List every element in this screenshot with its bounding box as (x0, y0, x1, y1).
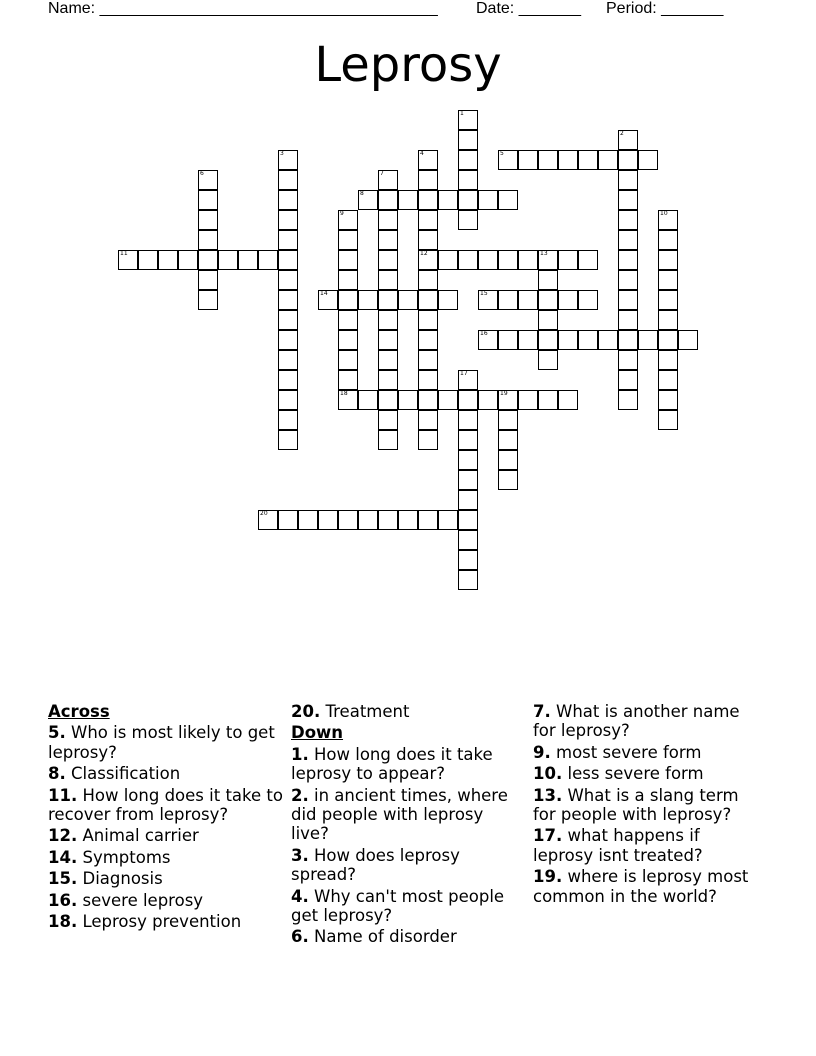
crossword-cell[interactable] (138, 250, 158, 270)
crossword-cell[interactable] (158, 250, 178, 270)
crossword-cell[interactable] (278, 310, 298, 330)
down-clue (291, 745, 519, 784)
clue-text: Animal carrier (82, 826, 199, 846)
clue-text: Who is most likely to get leprosy? (48, 723, 275, 762)
crossword-cell[interactable] (518, 150, 538, 170)
crossword-cell[interactable] (198, 210, 218, 230)
clue-text: Diagnosis (82, 869, 163, 889)
clue-number: 4. (291, 886, 309, 906)
clue-number: 13. (533, 785, 563, 805)
crossword-cell[interactable] (358, 510, 378, 530)
crossword-cell[interactable] (458, 450, 478, 470)
cell-number: 17 (460, 370, 468, 377)
crossword-cell[interactable] (418, 430, 438, 450)
crossword-cell[interactable] (198, 170, 218, 190)
crossword-cell[interactable] (278, 250, 298, 270)
crossword-cell[interactable] (378, 210, 398, 230)
crossword-cell[interactable] (498, 450, 518, 470)
cell-number: 9 (340, 210, 344, 217)
crossword-cell[interactable] (378, 390, 398, 410)
across-clue-list (48, 723, 284, 931)
crossword-cell[interactable] (438, 250, 458, 270)
crossword-cell[interactable] (498, 410, 518, 430)
crossword-cell[interactable] (278, 190, 298, 210)
crossword-cell[interactable] (358, 290, 378, 310)
crossword-cell[interactable] (458, 110, 478, 130)
crossword-cell[interactable] (418, 370, 438, 390)
down-clue (533, 826, 763, 865)
crossword-cell[interactable] (478, 390, 498, 410)
period-field-label[interactable]: Period: _______ (606, 0, 724, 17)
clue-number: 14. (48, 847, 78, 867)
crossword-cell[interactable] (538, 290, 558, 310)
crossword-cell[interactable] (338, 370, 358, 390)
crossword-cell[interactable] (338, 270, 358, 290)
down-clue-list (291, 745, 519, 947)
crossword-cell[interactable] (618, 290, 638, 310)
crossword-cell[interactable] (278, 230, 298, 250)
clue-text: in ancient times, where did people with leprosy live? (291, 785, 508, 844)
crossword-cell[interactable] (658, 210, 678, 230)
crossword-cell[interactable] (658, 310, 678, 330)
crossword-cell[interactable] (338, 250, 358, 270)
crossword-cell[interactable] (578, 250, 598, 270)
crossword-cell[interactable] (618, 310, 638, 330)
crossword-cell[interactable] (658, 230, 678, 250)
crossword-cell[interactable] (658, 250, 678, 270)
across-clue (48, 723, 284, 762)
crossword-cell[interactable] (198, 290, 218, 310)
cell-number: 13 (540, 250, 548, 257)
clue-text: How long does it take leprosy to appear? (291, 744, 493, 784)
cell-number: 6 (200, 170, 204, 177)
across-clue-list-continued (291, 702, 519, 721)
crossword-cell[interactable] (558, 390, 578, 410)
clue-text: Leprosy prevention (82, 912, 242, 932)
crossword-cell[interactable] (278, 210, 298, 230)
crossword-cell[interactable] (278, 370, 298, 390)
clue-text: Treatment (325, 702, 410, 721)
crossword-cell[interactable] (618, 250, 638, 270)
crossword-cell[interactable] (478, 190, 498, 210)
crossword-cell[interactable] (338, 330, 358, 350)
crossword-cell[interactable] (618, 150, 638, 170)
crossword-cell[interactable] (378, 370, 398, 390)
cell-number: 16 (480, 330, 488, 337)
crossword-cell[interactable] (458, 550, 478, 570)
across-heading: Across (48, 702, 110, 721)
crossword-cell[interactable] (378, 290, 398, 310)
across-clue (48, 786, 284, 825)
down-clue (291, 887, 519, 926)
clue-number: 15. (48, 869, 78, 889)
page-title: Leprosy (314, 37, 502, 93)
across-clue (291, 702, 519, 721)
cell-number: 10 (660, 210, 668, 217)
crossword-cell[interactable] (618, 190, 638, 210)
down-clue (291, 846, 519, 885)
crossword-cell[interactable] (338, 310, 358, 330)
crossword-cell[interactable] (498, 390, 518, 410)
crossword-cell[interactable] (458, 430, 478, 450)
crossword-cell[interactable] (658, 330, 678, 350)
crossword-cell[interactable] (618, 350, 638, 370)
cell-number: 2 (620, 130, 624, 137)
down-clue (291, 927, 519, 946)
crossword-cell[interactable] (278, 170, 298, 190)
clue-number: 2. (291, 785, 309, 805)
crossword-cell[interactable] (558, 250, 578, 270)
crossword-cell[interactable] (578, 330, 598, 350)
crossword-cell[interactable] (458, 370, 478, 390)
crossword-cell[interactable] (538, 250, 558, 270)
down-clue-list-continued (533, 702, 763, 906)
crossword-cell[interactable] (278, 410, 298, 430)
crossword-cell[interactable] (638, 150, 658, 170)
crossword-cell[interactable] (198, 230, 218, 250)
clues-column-3 (533, 702, 763, 908)
crossword-cell[interactable] (498, 290, 518, 310)
crossword-cell[interactable] (358, 390, 378, 410)
clue-number: 16. (48, 890, 78, 910)
crossword-cell[interactable] (278, 390, 298, 410)
crossword-cell[interactable] (658, 410, 678, 430)
crossword-cell[interactable] (558, 290, 578, 310)
cell-number: 3 (280, 150, 284, 157)
clue-text: Name of disorder (314, 927, 457, 947)
crossword-cell[interactable] (398, 390, 418, 410)
clue-text: most severe form (556, 742, 702, 762)
crossword-cell[interactable] (278, 430, 298, 450)
crossword-cell[interactable] (658, 370, 678, 390)
crossword-cell[interactable] (418, 310, 438, 330)
crossword-cell[interactable] (418, 190, 438, 210)
crossword-cell[interactable] (398, 290, 418, 310)
across-clue (48, 826, 284, 845)
crossword-cell[interactable] (458, 510, 478, 530)
crossword-cell[interactable] (378, 230, 398, 250)
crossword-cell[interactable] (598, 330, 618, 350)
crossword-cell[interactable] (578, 290, 598, 310)
crossword-cell[interactable] (518, 390, 538, 410)
clue-text: What is another name for leprosy? (533, 702, 740, 741)
across-clue (48, 764, 284, 783)
cell-number: 18 (340, 390, 348, 397)
crossword-cell[interactable] (678, 330, 698, 350)
crossword-cell[interactable] (458, 150, 478, 170)
crossword-cell[interactable] (378, 430, 398, 450)
down-clue (533, 764, 763, 783)
crossword-cell[interactable] (538, 350, 558, 370)
crossword-cell[interactable] (418, 350, 438, 370)
clue-number: 19. (533, 867, 563, 887)
cell-number: 7 (380, 170, 384, 177)
crossword-cell[interactable] (618, 230, 638, 250)
cell-number: 8 (360, 190, 364, 197)
crossword-cell[interactable] (198, 250, 218, 270)
crossword-cell[interactable] (278, 270, 298, 290)
crossword-cell[interactable] (278, 510, 298, 530)
crossword-cell[interactable] (118, 250, 138, 270)
crossword-cell[interactable] (498, 150, 518, 170)
crossword-cell[interactable] (658, 390, 678, 410)
clue-number: 7. (533, 702, 551, 721)
crossword-cell[interactable] (618, 270, 638, 290)
clue-text: severe leprosy (82, 890, 204, 910)
crossword-cell[interactable] (638, 330, 658, 350)
crossword-cell[interactable] (278, 290, 298, 310)
clue-number: 18. (48, 912, 78, 932)
clue-text: Symptoms (82, 847, 171, 867)
name-field-label[interactable]: Name: ______________________________________ (48, 0, 438, 17)
cell-number: 14 (320, 290, 328, 297)
crossword-cell[interactable] (278, 350, 298, 370)
crossword-cell[interactable] (538, 310, 558, 330)
down-heading: Down (291, 723, 344, 743)
down-clue (533, 867, 763, 906)
crossword-cell[interactable] (538, 150, 558, 170)
crossword-cell[interactable] (498, 430, 518, 450)
across-clue (48, 869, 284, 888)
crossword-cell[interactable] (478, 290, 498, 310)
clue-text: what happens if leprosy isnt treated? (533, 826, 703, 865)
clue-number: 12. (48, 826, 78, 846)
crossword-cell[interactable] (458, 130, 478, 150)
crossword-cell[interactable] (498, 330, 518, 350)
crossword-cell[interactable] (498, 470, 518, 490)
crossword-cell[interactable] (278, 330, 298, 350)
crossword-cell[interactable] (338, 230, 358, 250)
crossword-cell[interactable] (258, 510, 278, 530)
cell-number: 12 (420, 250, 428, 257)
crossword-cell[interactable] (438, 390, 458, 410)
across-clue (48, 848, 284, 867)
cell-number: 20 (260, 510, 268, 517)
clue-text: Why can't most people get leprosy? (291, 886, 505, 926)
across-clue (48, 912, 284, 931)
crossword-cell[interactable] (378, 350, 398, 370)
crossword-cell[interactable] (498, 190, 518, 210)
crossword-cell[interactable] (238, 250, 258, 270)
crossword-cell[interactable] (178, 250, 198, 270)
crossword-cell[interactable] (558, 330, 578, 350)
cell-number: 15 (480, 290, 488, 297)
crossword-cell[interactable] (378, 270, 398, 290)
cell-number: 1 (460, 110, 464, 117)
crossword-cell[interactable] (338, 290, 358, 310)
cell-number: 11 (120, 250, 128, 257)
crossword-cell[interactable] (578, 150, 598, 170)
crossword-cell[interactable] (658, 290, 678, 310)
crossword-cell[interactable] (198, 270, 218, 290)
across-clue (48, 891, 284, 910)
crossword-cell[interactable] (518, 330, 538, 350)
crossword-cell[interactable] (378, 510, 398, 530)
crossword-cell[interactable] (418, 270, 438, 290)
down-clue (291, 786, 519, 844)
down-clue (533, 786, 763, 825)
down-clue (533, 743, 763, 762)
crossword-cell[interactable] (618, 170, 638, 190)
crossword-cell[interactable] (558, 150, 578, 170)
clue-text: where is leprosy most common in the world? (533, 867, 749, 906)
crossword-cell[interactable] (618, 370, 638, 390)
crossword-cell[interactable] (458, 490, 478, 510)
cell-number: 19 (500, 390, 508, 397)
crossword-cell[interactable] (318, 510, 338, 530)
crossword-cell[interactable] (318, 290, 338, 310)
crossword-cell[interactable] (458, 210, 478, 230)
crossword-cell[interactable] (478, 330, 498, 350)
clue-number: 3. (291, 845, 309, 865)
crossword-cell[interactable] (458, 190, 478, 210)
crossword-cell[interactable] (378, 410, 398, 430)
crossword-cell[interactable] (198, 190, 218, 210)
crossword-cell[interactable] (338, 510, 358, 530)
crossword-cell[interactable] (338, 390, 358, 410)
crossword-cell[interactable] (598, 150, 618, 170)
clue-number: 11. (48, 785, 78, 805)
clue-number: 1. (291, 744, 309, 764)
crossword-cell[interactable] (438, 190, 458, 210)
crossword-cell[interactable] (378, 170, 398, 190)
crossword-cell[interactable] (538, 330, 558, 350)
date-field-label[interactable]: Date: _______ (476, 0, 581, 17)
crossword-cell[interactable] (618, 210, 638, 230)
crossword-cell[interactable] (438, 290, 458, 310)
clues-column-1 (48, 702, 284, 933)
crossword-cell[interactable] (418, 330, 438, 350)
clue-number: 9. (533, 742, 551, 762)
crossword-cell[interactable] (458, 530, 478, 550)
clue-text: less severe form (567, 764, 704, 784)
clue-text: How does leprosy spread? (291, 845, 460, 885)
crossword-cell[interactable] (398, 510, 418, 530)
crossword-cell[interactable] (458, 470, 478, 490)
clue-number: 17. (533, 826, 563, 846)
crossword-cell[interactable] (458, 250, 478, 270)
crossword-cell[interactable] (418, 290, 438, 310)
crossword-cell[interactable] (498, 250, 518, 270)
crossword-cell[interactable] (398, 190, 418, 210)
crossword-cell[interactable] (298, 510, 318, 530)
crossword-cell[interactable] (458, 570, 478, 590)
clues-column-2 (291, 702, 519, 949)
crossword-cell[interactable] (478, 250, 498, 270)
crossword-cell[interactable] (338, 210, 358, 230)
crossword-cell[interactable] (218, 250, 238, 270)
crossword-cell[interactable] (518, 250, 538, 270)
crossword-cell[interactable] (538, 270, 558, 290)
crossword-cell[interactable] (338, 350, 358, 370)
crossword-cell[interactable] (418, 230, 438, 250)
crossword-cell[interactable] (418, 170, 438, 190)
crossword-cell[interactable] (378, 310, 398, 330)
clue-text: Classification (71, 764, 181, 784)
crossword-cell[interactable] (518, 290, 538, 310)
crossword-cell[interactable] (658, 270, 678, 290)
worksheet-header (0, 0, 816, 20)
crossword-cell[interactable] (458, 170, 478, 190)
crossword-cell[interactable] (618, 390, 638, 410)
clue-text: How long does it take to recover from leprosy? (48, 785, 283, 825)
crossword-cell[interactable] (538, 390, 558, 410)
clue-number: 10. (533, 764, 563, 784)
crossword-cell[interactable] (418, 410, 438, 430)
crossword-cell[interactable] (258, 250, 278, 270)
crossword-cell[interactable] (418, 210, 438, 230)
crossword-cell[interactable] (378, 250, 398, 270)
clue-number: 8. (48, 764, 66, 784)
crossword-cell[interactable] (358, 190, 378, 210)
clue-number: 5. (48, 723, 66, 743)
crossword-cell[interactable] (418, 250, 438, 270)
clue-text: What is a slang term for people with leprosy? (533, 785, 739, 825)
cell-number: 4 (420, 150, 424, 157)
crossword-cell[interactable] (618, 130, 638, 150)
crossword-cell[interactable] (438, 510, 458, 530)
crossword-cell[interactable] (658, 350, 678, 370)
down-clue (533, 702, 763, 741)
crossword-cell[interactable] (458, 410, 478, 430)
crossword-cell[interactable] (378, 330, 398, 350)
crossword-cell[interactable] (418, 390, 438, 410)
clue-number: 20. (291, 702, 321, 721)
crossword-cell[interactable] (278, 150, 298, 170)
crossword-cell[interactable] (458, 390, 478, 410)
clue-number: 6. (291, 927, 309, 947)
crossword-cell[interactable] (378, 190, 398, 210)
crossword-cell[interactable] (418, 150, 438, 170)
cell-number: 5 (500, 150, 504, 157)
crossword-cell[interactable] (418, 510, 438, 530)
crossword-cell[interactable] (618, 330, 638, 350)
